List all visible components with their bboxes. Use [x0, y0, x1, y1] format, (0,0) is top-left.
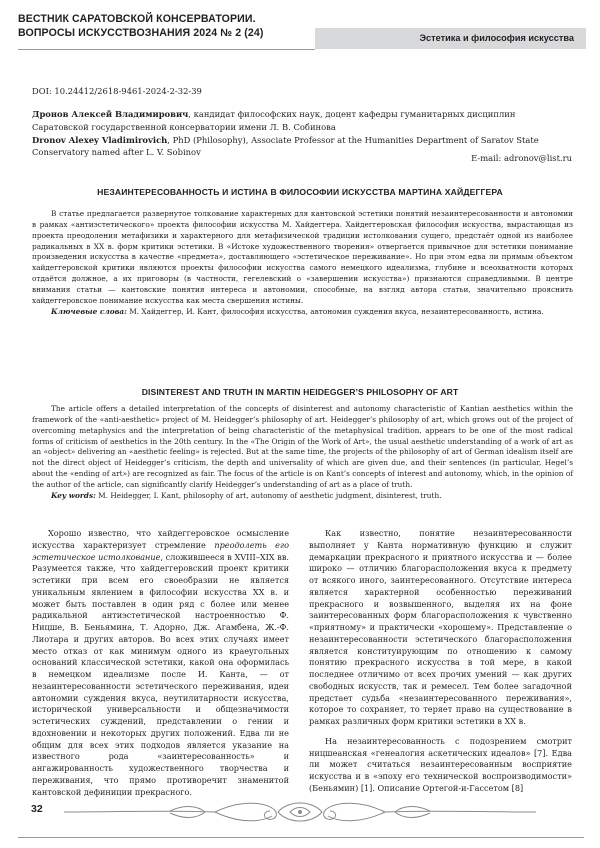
article-title-ru: НЕЗАИНТЕРЕСОВАННОСТЬ И ИСТИНА В ФИЛОСОФИИ ИСКУССТВА МАРТИНА ХАЙДЕГГЕРА [97, 187, 503, 197]
author-block [32, 108, 572, 159]
journal-title-line2: ВОПРОСЫ ИСКУССТВОЗНАНИЯ 2024 № 2 (24) [18, 26, 264, 39]
keywords-en-label: Key words: [51, 490, 96, 500]
keywords-ru-label: Ключевые слова: [51, 306, 127, 316]
abstract-en [32, 404, 573, 502]
body-text: Хорошо известно, что хайдеггеровское осмысление искусства характеризует стремление [32, 528, 289, 550]
abstract-ru [32, 209, 573, 317]
author-ru [32, 108, 572, 134]
author-email: E-mail: adronov@list.ru [471, 153, 572, 163]
author-ru-info: , кандидат философских наук, доцент кафедры гуманитарных дисциплин Саратовской государственной консерватории имени Л. В. Собинова [32, 109, 516, 132]
body-emphasis: преодолеть его эстетическое истолкование [32, 539, 289, 562]
author-en-name: Dronov Alexey Vladimirovich [32, 134, 168, 145]
body-paragraph [32, 528, 289, 798]
keywords-ru [32, 307, 573, 318]
author-en-info: , PhD (Philosophy), Associate Professor at the Humanities Department of Saratov State Conservatory named after L. V. Sobinov [32, 134, 539, 158]
article-title-en: DISINTEREST AND TRUTH IN MARTIN HEIDEGGER’S PHILOSOPHY OF ART [141, 387, 459, 397]
body-column-left [32, 528, 289, 798]
journal-title [18, 13, 264, 40]
abstract-en-text: The article offers a detailed interpretation of the concepts of disinterest and autonomy characteristic of Kantian aesthetics within the framework of the «anti-aesthetic» project of M. Heidegger’s philosophy of art. Heidegger’s philosophy of art, which grows out of the project of overcoming metaphysics and the interpretation of being characteristic of the metaphysical tradition, appears to be one of the most radical forms of criticism of aesthetics in the 20th century. In the «The Origin of the Work of Art», the usual aesthetic understanding of a work of art as an «object» delivering an «aesthetic feeling» is rejected. But at the same time, the projects of the philosophy of art of German idealism itself are not the direct object of Heidegger’s criticism, the depth and universality of which are given due, and their sentences (in particular, Hegel’s about the «ending of art») are recognized as fair. The focus of the article is on Kant’s concepts of interest and autonomy, which, in the opinion of the author of the article, can significantly clarify Heidegger’s understanding of art as a place of truth. [32, 404, 573, 489]
body-column-right [309, 528, 572, 795]
section-label: Эстетика и философия искусства [315, 28, 586, 49]
doi: DOI: 10.24412/2618-9461-2024-2-32-39 [32, 86, 202, 96]
body-text: , сложившееся в XVIII–XIX вв. Разумеется также, что хайдеггеровский проект критики эстетики при всем его своеобразии не является уникальным явлением в философии искусства XX в. и может быть поставлен в один ряд с более или менее радикальной антиэстетической настроенностью Ф. Ницше, В. Беньямина, Т. Адорно, Дж. Агамбена, Ж.-Ф. Лиотара и других авторов. Во всех этих случаях имеет место отказ от как минимум одного из краеугольных оснований классической эстетики, какой она оформилась в немецком идеализме после И. Канта, — от незаинтересованности эстетического переживания, идеи автономии суждения вкуса, неутилитарности искусства, исторической универсальности и общезначимости эстетических суждений, представлении о гении и вдохновении и некоторых других положений. Едва ли не общим для всех этих подходов является указание на известного рода «заинтересованность» и ангажированность художественного творчества и переживания, что прямо противоречит знаменитой кантовской дефиниции прекрасного. [32, 551, 289, 797]
header-rule [18, 49, 315, 50]
keywords-en-list: M. Heidegger, I. Kant, philosophy of art, autonomy of aesthetic judgment, disinterest, truth. [95, 490, 442, 500]
abstract-ru-text: В статье предлагается развернутое толкование характерных для кантовской эстетики понятий незаинтересованности и автономии в рамках «антиэстетического» проекта философии искусства М. Хайдеггера. Хайдеггеровская философия искусства, вырастающая из проекта преодоления метафизики и характерного для метафизической традиции истолкования сущего, предстаёт одной из наиболее радикальных в XX в. форм критики эстетики. В «Истоке художественного творения» отвергается привычное для эстетики понимание произведения искусства в качестве «предмета», доставляющего «эстетическое переживание». Но при этом едва ли прямым объектом хайдеггеровской критики являются проекты философии искусства самого немецкого идеализма, глубине и всеохватности которых отдаётся должное, а их приговоры (в частности, гегелевский о «завершении искусства») признаются справедливыми. В центре внимания статьи — кантовские понятия интереса и автономии, способные, на взгляд автора статьи, значительно прояснить хайдеггеровское понимание искусства как места свершения истины. [32, 209, 573, 305]
page-number: 32 [31, 803, 43, 815]
keywords-ru-list: М. Хайдеггер, И. Кант, философия искусства, автономия суждения вкуса, незаинтересованность, истина. [126, 306, 544, 316]
journal-title-line1: ВЕСТНИК САРАТОВСКОЙ КОНСЕРВАТОРИИ. [18, 13, 256, 25]
body-paragraph: На незаинтересованность с подозрением смотрит ницшеанская «генеалогия аскетических идеалов» [7]. Едва ли может считаться незаинтересованным восприятие искусства и в «эпоху его технической воспроизводимости» (Беньямин) [1]. Описание Ортегой-и-Гассетом [8] [309, 735, 572, 793]
footer-rule [18, 837, 584, 838]
ornament-divider [0, 794, 600, 830]
keywords-en [32, 491, 573, 502]
page-header [18, 13, 586, 55]
body-paragraph: Как известно, понятие незаинтересованности выполняет у Канта нормативную функцию и служит демаркации прекрасного и приятного искусства и — более широко — отличию благорасположения вкуса к предмету от всякого иного, заинтересованного. Отсутствие интереса является характерной особенностью переживаний прекрасного и возвышенного, выделяя их на фоне заинтересованных форм благорасположения к чувственно «приятному» и практически «хорошему». Представление о незаинтересованности эстетического благорасположения является конституирующим по отношению к самому понятию прекрасного искусства в той мере, в какой последнее отличимо от всех прочих умений — как других свободных искусств, так и ремесел. Тем более загадочной предстает судьба «незаинтересованного переживания», которое то сохраняет, то теряет право на существование в рамках различных форм критики эстетики в XX в. [309, 528, 572, 726]
author-ru-name: Дронов Алексей Владимирович [32, 109, 189, 119]
